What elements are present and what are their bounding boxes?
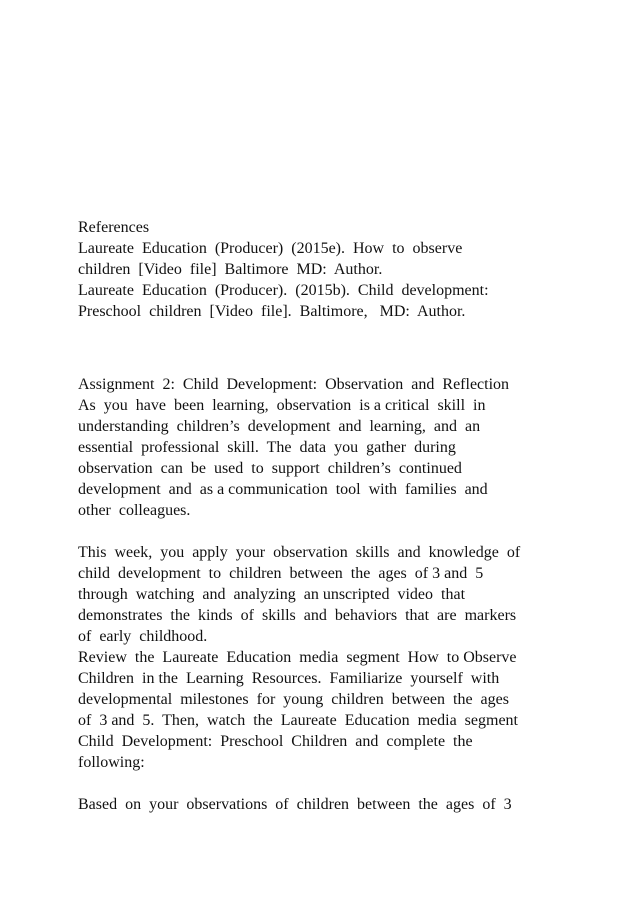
reference-line: Laureate Education (Producer) (2015e). How to observe [78, 240, 463, 257]
paragraph-line: through watching and analyzing an unscripted video that [78, 586, 466, 603]
references-heading: References [78, 219, 150, 236]
paragraph-line: demonstrates the kinds of skills and behaviors that are markers [78, 607, 517, 624]
paragraph-line: of 3 and 5. Then, watch the Laureate Education media segment [78, 712, 518, 729]
paragraph-line: other colleagues. [78, 502, 191, 519]
assignment-title: Assignment 2: Child Development: Observation and Reflection [78, 376, 510, 393]
paragraph-line: following: [78, 754, 145, 771]
paragraph-line: Review the Laureate Education media segment How to Observe [78, 649, 517, 666]
paragraph-line: of early childhood. [78, 628, 208, 645]
reference-line: Laureate Education (Producer). (2015b). Child development: [78, 282, 489, 299]
reference-line: children [Video file] Baltimore MD: Author. [78, 261, 383, 278]
paragraph-line: This week, you apply your observation skills and knowledge of [78, 544, 521, 561]
paragraph-line: understanding children’s development and learning, and an [78, 418, 481, 435]
paragraph-line: observation can be used to support children’s continued [78, 460, 462, 477]
paragraph-line: development and as a communication tool with families and [78, 481, 488, 498]
reference-line: Preschool children [Video file]. Baltimore, MD: Author. [78, 303, 466, 320]
paragraph-line: developmental milestones for young children between the ages [78, 691, 509, 708]
paragraph-line: Child Development: Preschool Children and complete the [78, 733, 473, 750]
paragraph-line: essential professional skill. The data you gather during [78, 439, 456, 456]
paragraph-line: Children in the Learning Resources. Familiarize yourself with [78, 670, 500, 687]
paragraph-line: child development to children between the ages of 3 and 5 [78, 565, 484, 582]
paragraph-line: Based on your observations of children between the ages of 3 [78, 796, 512, 813]
paragraph-line: As you have been learning, observation is a critical skill in [78, 397, 486, 414]
